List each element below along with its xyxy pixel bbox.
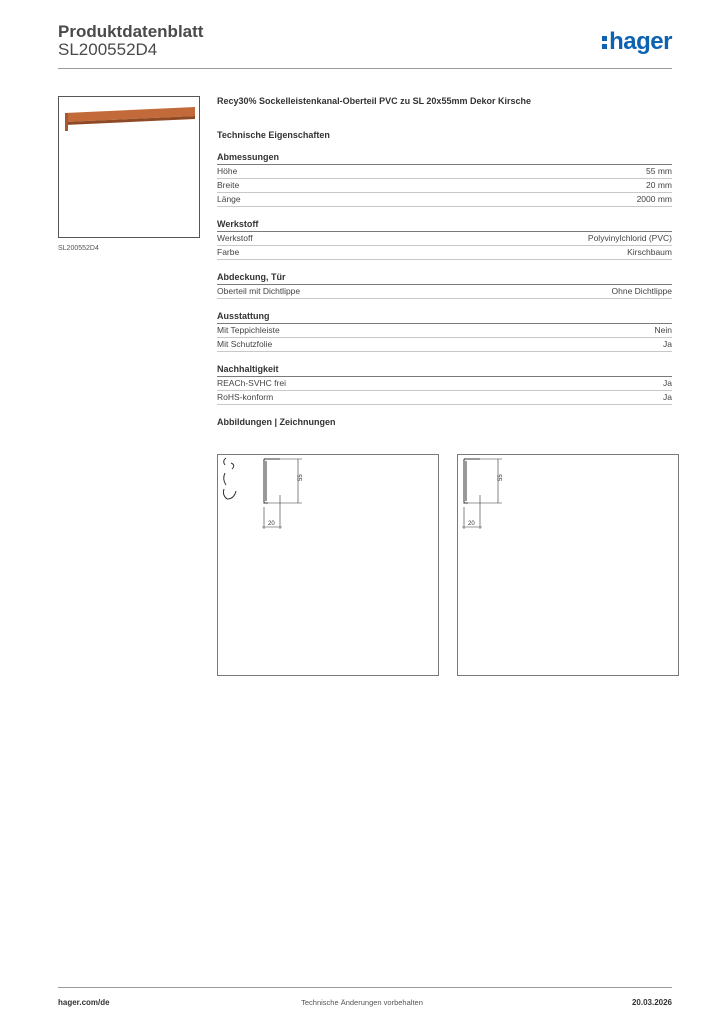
footer-date: 20.03.2026 <box>631 998 672 1007</box>
footer-website-link[interactable]: hager.com/de <box>58 998 110 1007</box>
spec-label: Mit Schutzfolie <box>217 339 273 349</box>
drawings-title: Abbildungen | Zeichnungen <box>217 417 336 427</box>
spec-group-title: Werkstoff <box>217 219 672 232</box>
spec-label: Länge <box>217 194 241 204</box>
spec-label: Werkstoff <box>217 233 253 243</box>
page-title: Produktdatenblatt <box>58 22 204 41</box>
product-image <box>58 96 200 238</box>
spec-groups <box>217 152 672 405</box>
dim-height-label: 55 <box>498 474 504 481</box>
spec-value: Ohne Dichtlippe <box>611 286 672 296</box>
spec-value: Ja <box>663 339 672 349</box>
image-caption: SL200552D4 <box>58 245 99 252</box>
spec-row <box>217 165 672 179</box>
article-number: SL200552D4 <box>58 40 158 59</box>
spec-row <box>217 232 672 246</box>
spec-label: Farbe <box>217 247 240 257</box>
profile-drawing-icon <box>218 455 438 675</box>
logo-text: hager <box>609 28 672 55</box>
spec-group <box>217 272 672 299</box>
spec-value: Polyvinylchlorid (PVC) <box>587 233 672 243</box>
spec-row <box>217 179 672 193</box>
product-specs <box>217 96 672 427</box>
profile-drawing-icon <box>458 455 678 675</box>
spec-value: Nein <box>654 325 672 335</box>
dim-width-label: 20 <box>268 521 275 527</box>
drawing-profile-side <box>457 454 679 676</box>
footer-divider <box>58 987 672 988</box>
spec-label: Breite <box>217 180 240 190</box>
spec-value: 55 mm <box>646 166 672 176</box>
spec-group-title: Ausstattung <box>217 311 672 324</box>
spec-row <box>217 377 672 391</box>
spec-group <box>217 219 672 260</box>
product-name: Recy30% Sockelleistenkanal-Oberteil PVC zu SL 20x55mm Dekor Kirsche <box>217 96 531 106</box>
spec-value: Ja <box>663 392 672 402</box>
spec-label: Höhe <box>217 166 238 176</box>
spec-value: 2000 mm <box>636 194 672 204</box>
spec-group-title: Nachhaltigkeit <box>217 364 672 377</box>
technical-properties-title: Technische Eigenschaften <box>217 130 330 140</box>
spec-value: 20 mm <box>646 180 672 190</box>
spec-group-title: Abmessungen <box>217 152 672 165</box>
logo-dots-icon <box>602 33 607 52</box>
spec-group <box>217 364 672 405</box>
spec-value: Kirschbaum <box>627 247 672 257</box>
spec-group <box>217 311 672 352</box>
spec-label: RoHS-konform <box>217 392 274 402</box>
dim-height-label: 55 <box>298 474 304 481</box>
spec-label: REACh-SVHC frei <box>217 378 286 388</box>
spec-group-title: Abdeckung, Tür <box>217 272 672 285</box>
spec-value: Ja <box>663 378 672 388</box>
spec-label: Oberteil mit Dichtlippe <box>217 286 301 296</box>
spec-row <box>217 324 672 338</box>
dim-width-label: 20 <box>468 521 475 527</box>
spec-label: Mit Teppichleiste <box>217 325 280 335</box>
cable-duct-cover-icon <box>59 97 199 237</box>
header-divider <box>58 68 672 69</box>
drawing-profile-front <box>217 454 439 676</box>
spec-row <box>217 285 672 299</box>
footer-notice: Technische Änderungen vorbehalten <box>301 998 423 1007</box>
spec-row <box>217 246 672 260</box>
spec-row <box>217 193 672 207</box>
spec-row <box>217 338 672 352</box>
hager-logo <box>602 28 672 56</box>
spec-group <box>217 152 672 207</box>
spec-row <box>217 391 672 405</box>
